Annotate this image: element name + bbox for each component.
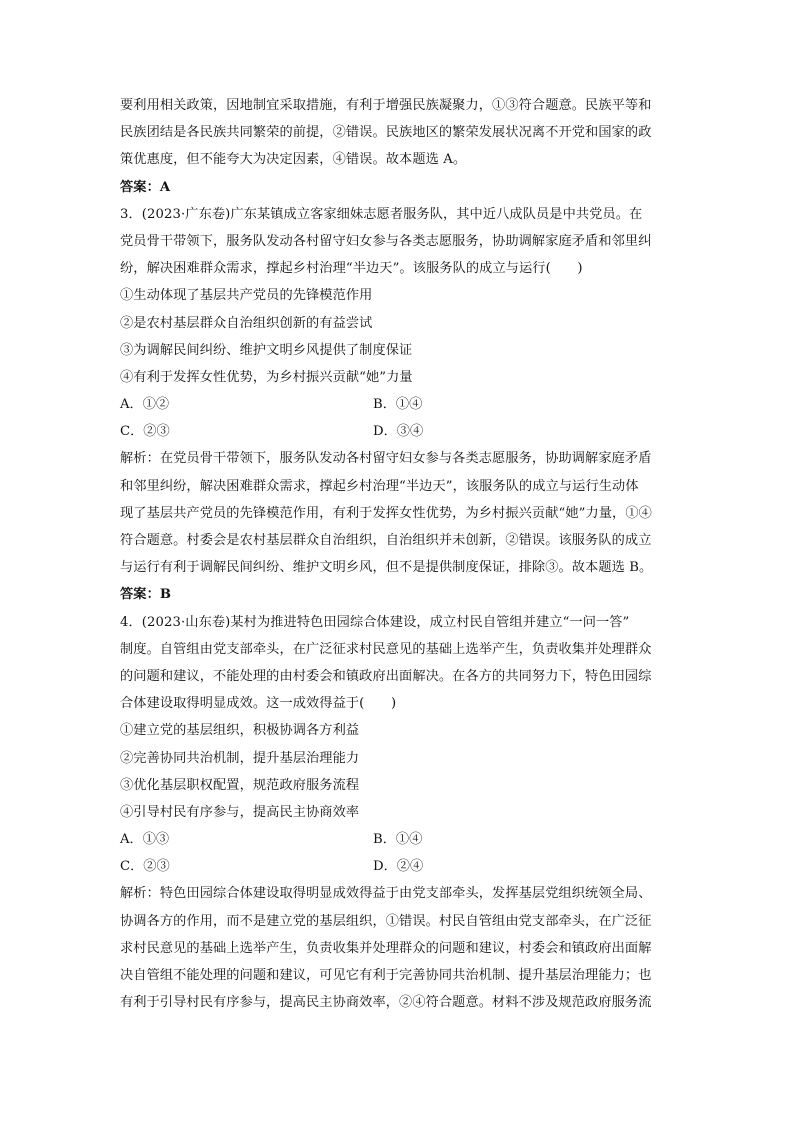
q3-option-c: C．②③ — [120, 424, 170, 440]
q3-analysis-line: 现了基层共产党员的先锋模范作用，有利于发挥女性优势，为乡村振兴贡献“她”力量，①④ — [120, 505, 652, 521]
q4-analysis-line: 有利于引导村民有序参与，提高民主协商效率，②④符合题意。材料不涉及规范政府服务流 — [120, 995, 652, 1011]
intro-line: 策优惠度，但不能夸大为决定因素，④错误。故本题选 A。 — [120, 152, 467, 168]
q4-statement: ②完善协同共治机制，提升基层治理能力 — [120, 750, 360, 766]
q4-analysis-line: 决自管组不能处理的问题和建议，可见它有利于完善协同共治机制、提升基层治理能力；也 — [120, 968, 652, 983]
answer-line: 答案：A — [120, 179, 171, 195]
q4-stem-line: 制度。自管组由党支部牵头，在广泛征求村民意见的基础上选举产生，负责收集并处理群众 — [120, 641, 652, 657]
q3-statement: ③为调解民间纠纷、维护文明乡风提供了制度保证 — [120, 342, 413, 358]
q3-analysis-line: 解析：在党员骨干带领下，服务队发动各村留守妇女参与各类志愿服务，协助调解家庭矛盾 — [120, 451, 652, 467]
q4-analysis-line: 解析：特色田园综合体建设取得明显成效得益于由党支部牵头，发挥基层党组织统领全局、 — [120, 886, 652, 902]
q3-options-row — [120, 391, 680, 418]
q3-analysis-line: 和邻里纠纷，解决困难群众需求，撑起乡村治理“半边天”，该服务队的成立与运行生动体 — [120, 478, 639, 494]
q4-statement: ③优化基层职权配置，规范政府服务流程 — [120, 777, 360, 793]
q3-statement: ④有利于发挥女性优势，为乡村振兴贡献“她”力量 — [120, 369, 413, 385]
q4-stem-line: 的问题和建议，不能处理的由村委会和镇政府出面解决。在各方的共同努力下，特色田园综 — [120, 668, 652, 684]
q3-statement: ②是农村基层群众自治组织创新的有益尝试 — [120, 315, 373, 331]
q3-options-row — [120, 418, 680, 445]
answer-line: 答案：B — [120, 587, 172, 603]
q3-stem-line: 纷，解决困难群众需求，撑起乡村治理“半边天”。该服务队的成立与运行( ) — [120, 261, 583, 277]
q3-analysis-line: 符合题意。村委会是农村基层群众自治组织，自治组织并未创新，②错误。该服务队的成立 — [120, 533, 652, 548]
intro-line: 民族团结是各民族共同繁荣的前提，②错误。民族地区的繁荣发展状况离不开党和国家的政 — [120, 125, 652, 141]
q4-option-c: C．②③ — [120, 859, 170, 875]
q4-options-row — [120, 853, 680, 880]
document-page — [120, 92, 680, 1016]
q4-statement: ①建立党的基层组织，积极协调各方利益 — [120, 723, 360, 739]
q3-option-b: B．①④ — [373, 397, 423, 413]
intro-line: 要利用相关政策，因地制宜采取措施，有利于增强民族凝聚力，①③符合题意。民族平等和 — [120, 98, 652, 113]
q4-option-d: D．②④ — [373, 859, 424, 875]
q3-option-a: A．①② — [120, 397, 170, 413]
q3-option-d: D．③④ — [373, 424, 424, 440]
q3-stem-line: 3．(2023·广东卷)广东某镇成立客家细妹志愿者服务队，其中近八成队员是中共党员。在 — [120, 206, 643, 222]
q3-statement: ①生动体现了基层共产党员的先锋模范作用 — [120, 288, 373, 304]
q4-statement: ④引导村民有序参与，提高民主协商效率 — [120, 804, 360, 820]
q4-stem-line: 合体建设取得明显成效。这一成效得益于( ) — [120, 696, 397, 712]
q4-analysis-line: 协调各方的作用，而不是建立党的基层组织，①错误。村民自管组由党支部牵头，在广泛征 — [120, 913, 652, 929]
q3-analysis-line: 与运行有利于调解民间纠纷、维护文明乡风，但不是提供制度保证，排除③。故本题选 B。 — [120, 560, 653, 576]
q4-analysis-line: 求村民意见的基础上选举产生，负责收集并处理群众的问题和建议，村委会和镇政府出面解 — [120, 940, 652, 956]
q4-stem-line: 4．(2023·山东卷)某村为推进特色田园综合体建设，成立村民自管组并建立“一问一答” — [120, 614, 630, 630]
q3-stem-line: 党员骨干带领下，服务队发动各村留守妇女参与各类志愿服务，协助调解家庭矛盾和邻里纠 — [120, 233, 652, 249]
q4-option-b: B．①④ — [373, 832, 423, 848]
q4-options-row — [120, 826, 680, 853]
q4-option-a: A．①③ — [120, 832, 170, 848]
